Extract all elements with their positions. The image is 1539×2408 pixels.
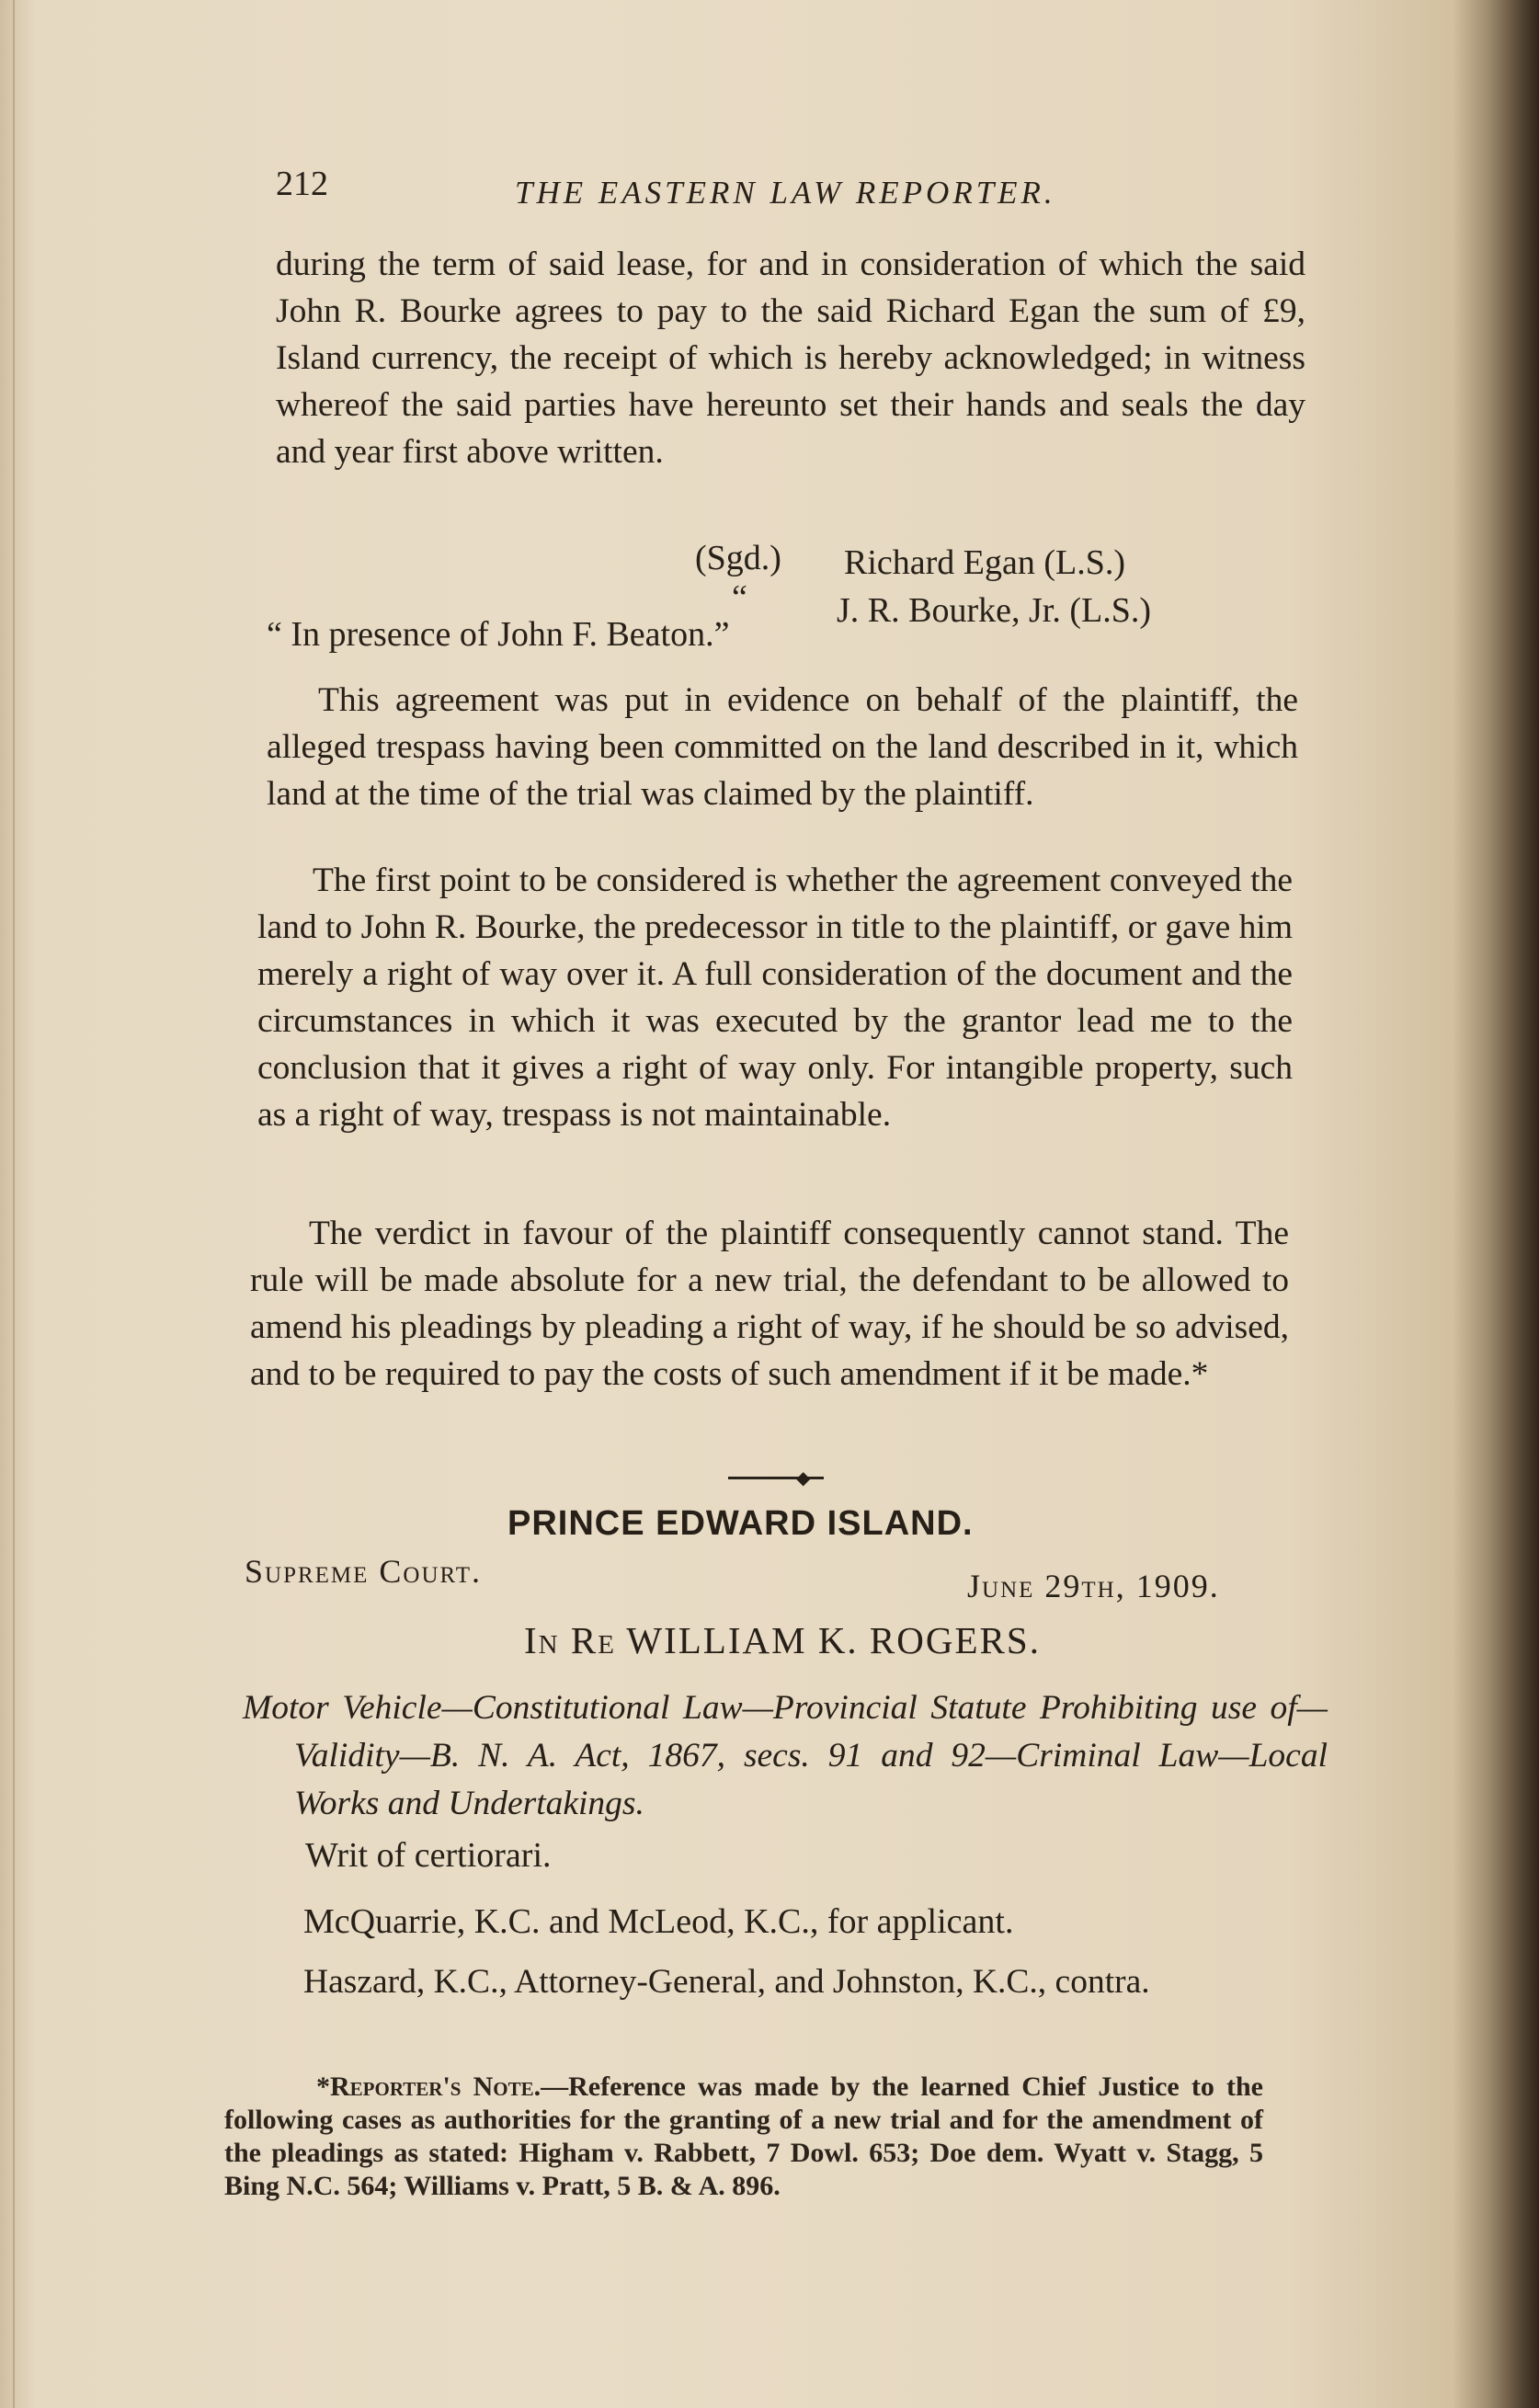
paragraph-agreement-evidence: This agreement was put in evidence on behalf of the plaintiff, the alleged trespass having been committed on the land described in it, which land at the time of the trial was claimed by the plaintiff. [267,681,1298,813]
page-number: 212 [276,165,328,203]
province-heading: PRINCE EDWARD ISLAND. [507,1504,974,1543]
paragraph-first-point: The first point to be considered is whether the agreement conveyed the land to John R. Bourke, the predecessor in title to the plaintiff, or gave him merely a right of way over it. A full consideration of the document and the circumstances in which it was executed by the grantor lead me to the conclusion that it gives a right of way only. For intangible property, such as a right of way, trespass is not maintainable. [257,862,1293,1134]
paragraph-verdict: The verdict in favour of the plaintiff consequently cannot stand. The rule will be made absolute for a new trial, the defendant to be allowed to amend his pleadings by pleading a right of way, if he should be so advised, and to be required to pay the costs of such amendment if it be made.* [250,1215,1289,1393]
case-headnote: Motor Vehicle—Constitutional Law—Provincial Statute Prohibiting use of—Validity—B. N. A. Act, 1867, secs. 91 and 92—Criminal Law—Local Works and Undertakings. [243,1689,1328,1822]
opening-paragraph: during the term of said lease, for and in consideration of which the said John R. Bourke agrees to pay to the said Richard Egan the sum of £9, Island currency, the receipt of which is hereby acknowledged; in witness whereof the said parties have hereunto set their hands and seals the day and year first above written. [276,245,1305,471]
decision-date: June 29th, 1909. [967,1568,1220,1604]
signature-ditto-mark: “ [732,578,747,617]
court-name: Supreme Court. [245,1553,482,1590]
reporters-note-label: *Reporter's Note. [316,2071,542,2102]
writ-line: Writ of certiorari. [305,1836,552,1875]
running-head: THE EASTERN LAW REPORTER. [515,175,1056,211]
signature-richard-egan: Richard Egan (L.S.) [844,543,1126,582]
signature-john-bourke: J. R. Bourke, Jr. (L.S.) [837,591,1151,630]
case-title: In Re WILLIAM K. ROGERS. [524,1619,1041,1661]
reporters-note [224,2071,1263,2203]
divider-ornament: ◆ [796,1468,811,1489]
witness-line: “ In presence of John F. Beaton.” [267,615,730,654]
reporters-note-text: —Reference was made by the learned Chief Justice to the following cases as authorities for the granting of a new trial and for the amendment of the pleadings as stated: Higham v. Rabbett, 7 Dowl. 653; Doe dem. Wyatt v. Stagg, 5 Bing N.C. 564; Williams v. Pratt, 5 B. & A. 896. [224,2071,1263,2201]
signature-sgd: (Sgd.) [695,539,781,577]
counsel-contra: Haszard, K.C., Attorney-General, and Johnston, K.C., contra. [303,1963,1150,2001]
counsel-applicant: McQuarrie, K.C. and McLeod, K.C., for applicant. [303,1902,1014,1941]
